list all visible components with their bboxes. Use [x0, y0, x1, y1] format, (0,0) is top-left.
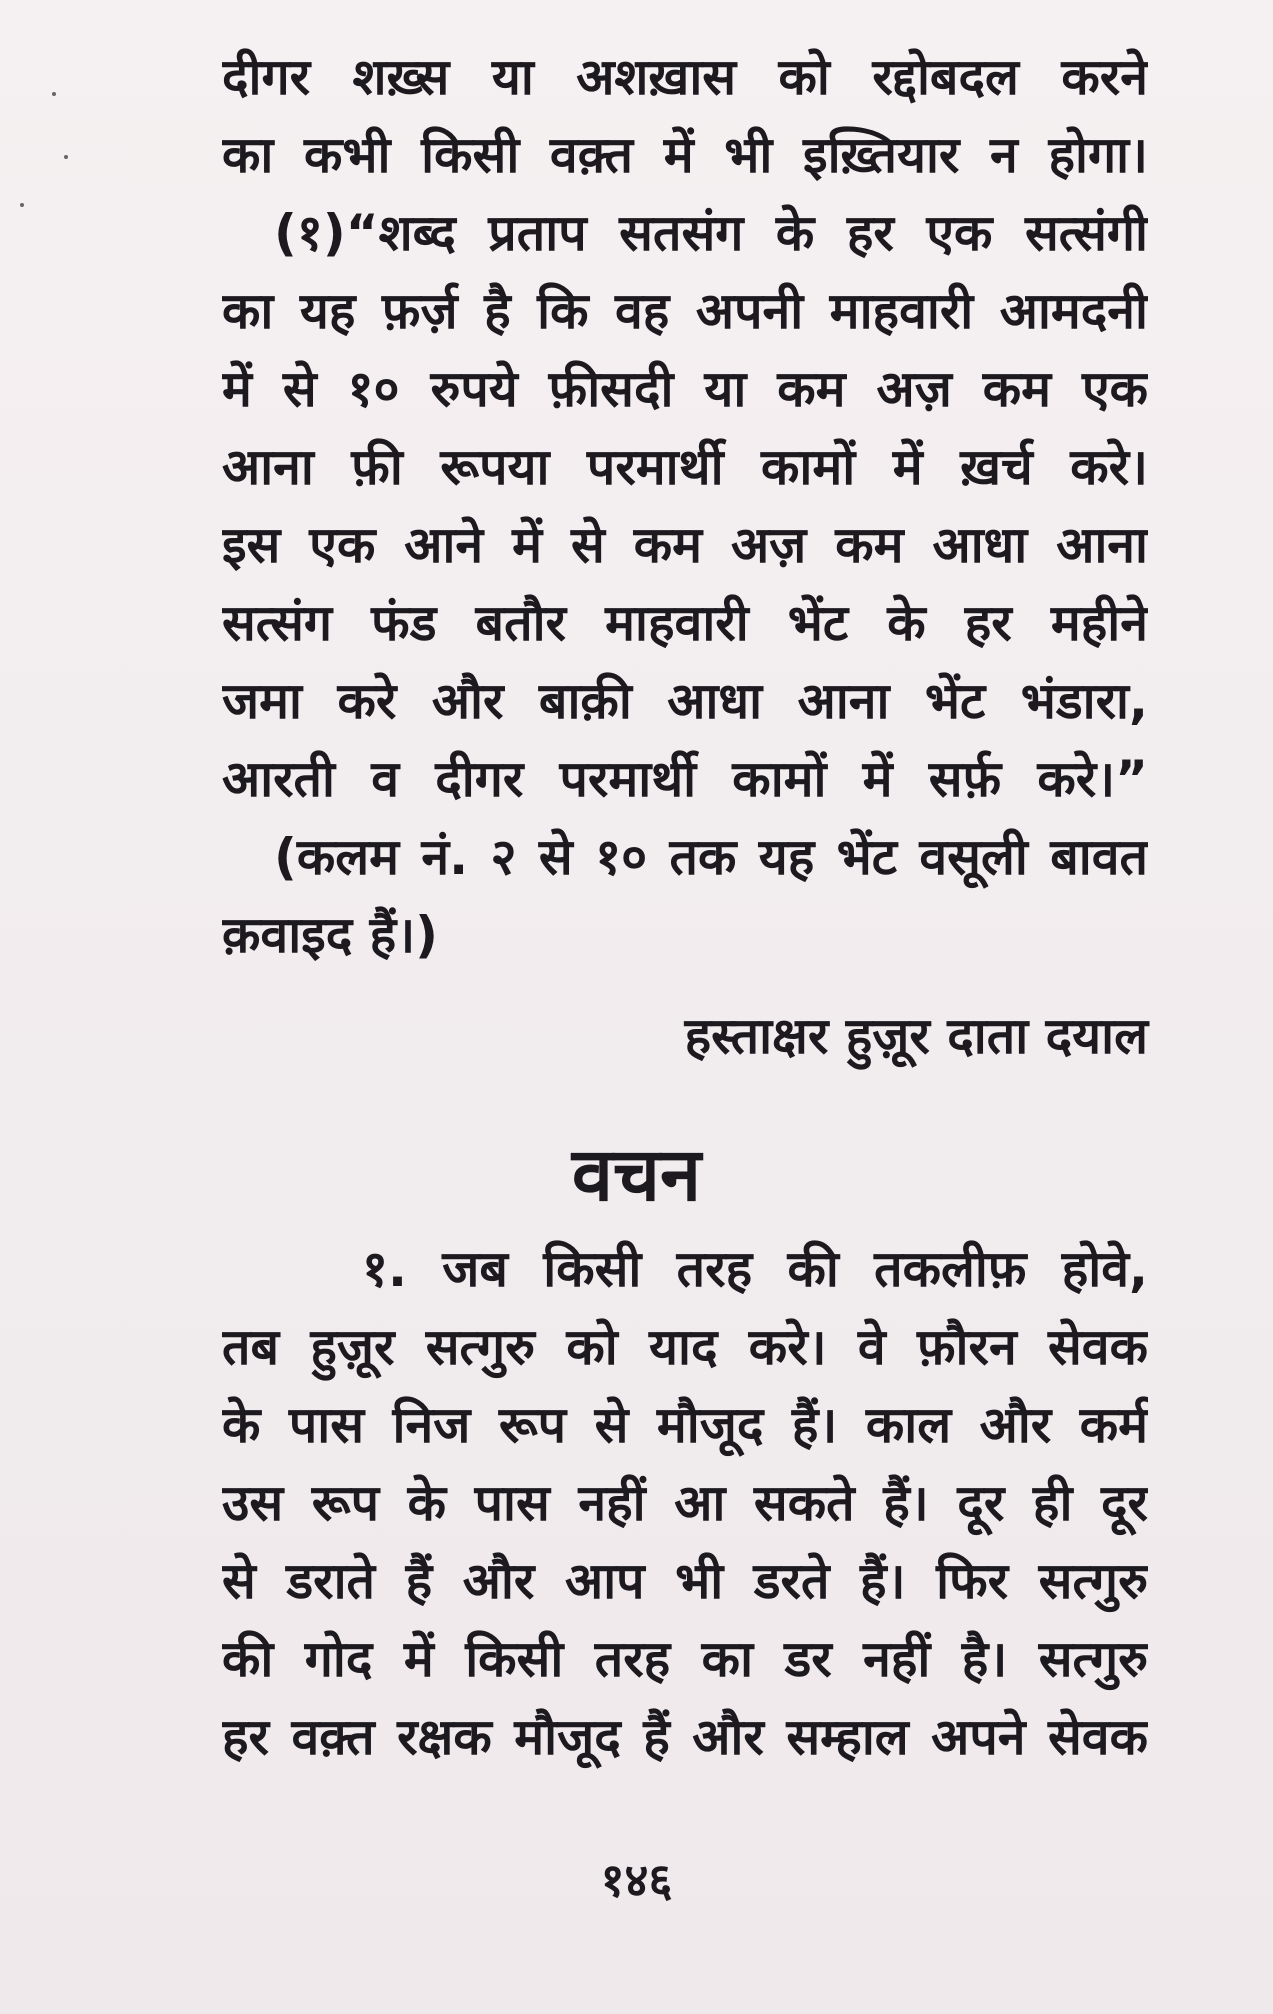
- paper-speck: [52, 92, 56, 96]
- text-line: से डराते हैं और आप भी डरते हैं। फिर सत्गुरु: [222, 1552, 1148, 1610]
- text-line: का कभी किसी वक़्त में भी इख़्तियार न होगा।: [222, 126, 1148, 184]
- text-line: हर वक़्त रक्षक मौजूद हैं और सम्हाल अपने सेवक: [222, 1708, 1148, 1766]
- text-line: दीगर शख़्स या अशख़ास को रद्दोबदल करने: [222, 48, 1148, 106]
- text-line: इस एक आने में से कम अज़ कम आधा आना: [222, 516, 1148, 574]
- text-line: की गोद में किसी तरह का डर नहीं है। सत्गुरु: [222, 1630, 1148, 1688]
- text-line: (कलम नं. २ से १० तक यह भेंट वसूली बावत: [274, 828, 1148, 886]
- text-line: उस रूप के पास नहीं आ सकते हैं। दूर ही दूर: [222, 1474, 1148, 1532]
- text-line: सत्संग फंड बतौर माहवारी भेंट के हर महीने: [222, 594, 1148, 652]
- page-number: १४६: [600, 1853, 673, 1907]
- text-line: १. जब किसी तरह की तकलीफ़ होवे,: [362, 1240, 1148, 1298]
- text-line: के पास निज रूप से मौजूद हैं। काल और कर्म: [222, 1396, 1148, 1454]
- text-line: (१)“शब्द प्रताप सतसंग के हर एक सत्संगी: [274, 204, 1148, 262]
- paper-speck: [64, 155, 68, 159]
- text-line: क़वाइद हैं।): [222, 906, 439, 964]
- text-line: आरती व दीगर परमार्थी कामों में सर्फ़ करे।”: [222, 750, 1148, 808]
- vachan-paragraph: [222, 1230, 1148, 1776]
- text-line: जमा करे और बाक़ी आधा आना भेंट भंडारा,: [222, 672, 1148, 730]
- paper-speck: [20, 203, 24, 207]
- text-line: आना फ़ी रूपया परमार्थी कामों में ख़र्च करे।: [222, 438, 1148, 496]
- section-heading: वचन: [571, 1132, 702, 1218]
- text-line: का यह फ़र्ज़ है कि वह अपनी माहवारी आमदनी: [222, 282, 1148, 340]
- text-line: में से १० रुपये फ़ीसदी या कम अज़ कम एक: [222, 360, 1148, 418]
- text-line: तब हुज़ूर सत्गुरु को याद करे। वे फ़ौरन सेवक: [222, 1318, 1148, 1376]
- signature-line: हस्ताक्षर हुज़ूर दाता दयाल: [684, 1007, 1148, 1065]
- top-paragraph: [222, 38, 1148, 974]
